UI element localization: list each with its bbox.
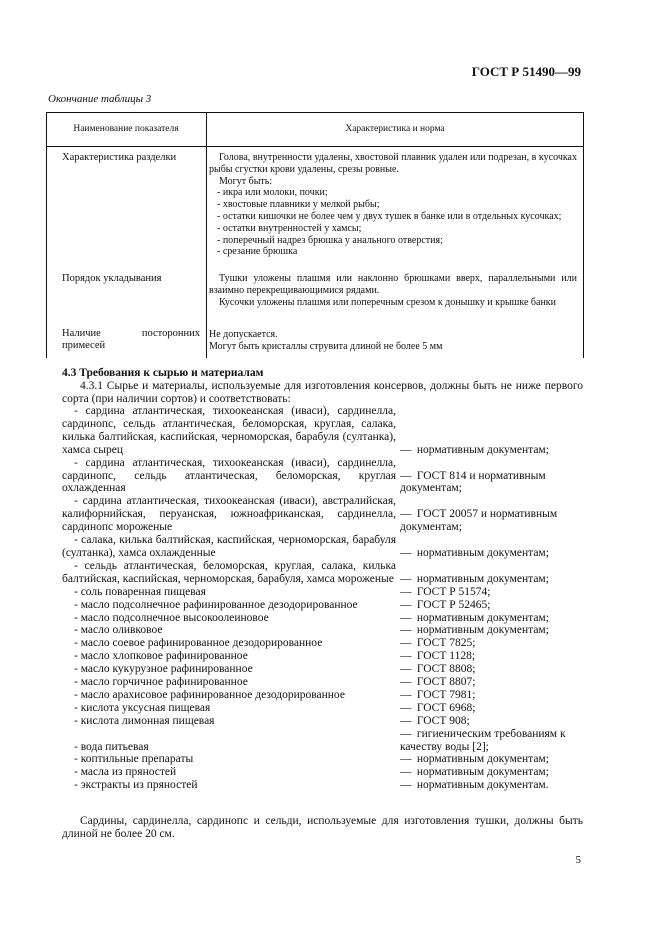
materials-list <box>62 405 584 792</box>
material-name: - сельдь атлантическая, беломорская, круглая, салака, килька балтийская, каспийская, черноморская, барабуля, хамса мороженые <box>62 559 396 585</box>
closing-paragraph: Сардины, сардинелла, сардинопс и сельди, используемые для изготовления тушки, должны быть длиной не более 20 см. <box>62 815 583 841</box>
material-name: - сардина атлантическая, тихоокеанская (иваси), сардинелла, сардинопс, сельдь атлантическая, беломорская, круглая, салака, килька балтийская, каспийская, черноморская, барабуля (султанка), хамса сырец <box>62 405 396 456</box>
list-item <box>62 702 584 715</box>
list-item <box>62 753 584 766</box>
table-row-characteristic: Тушки уложены плашмя или наклонно брюшками вверх, параллельными или взаимно перекрещивающимися рядами. Кусочки уложены плашмя или поперечным срезом к донышку и крышке банки <box>209 273 577 308</box>
material-standard: — нормативным документам; <box>400 753 549 766</box>
list-item <box>62 624 584 637</box>
document-code: ГОСТ Р 51490—99 <box>471 64 581 79</box>
list-item <box>62 663 584 676</box>
section-title: 4.3 Требования к сырью и материалам <box>62 367 264 379</box>
table-row-characteristic: Голова, внутренности удалены, хвостовой плавник удален или подрезан, в кусочках рыбы сгустки крови удалены, срезы ровные. Могут быть: - икра или молоки, почки; - хвостовые плавники у мелкой рыбы; - остатки кишочки не более чем у двух тушек в банке или в отдельных кусочках; - остатки внутренностей у хамсы; - поперечный надрез брюшка у анального отверстия; - срезание брюшка <box>209 152 577 258</box>
table-row-indicator: Наличие посторонних примесей <box>62 328 200 351</box>
list-item <box>62 779 584 792</box>
material-standard: — ГОСТ 908; <box>400 714 470 727</box>
material-standard: — ГОСТ 814 и нормативным документам; <box>400 469 546 495</box>
material-standard: — ГОСТ 7981; <box>400 688 476 701</box>
section-intro: 4.3.1 Сырье и материалы, используемые для изготовления консервов, должны быть не ниже первого сорта (при наличии сортов) и соответствовать: <box>62 380 583 406</box>
material-name: - масло подсолнечное высокоолеиновое <box>74 611 269 624</box>
material-standard: — ГОСТ 20057 и нормативным документам; <box>400 508 558 534</box>
material-name: - масло оливковое <box>74 624 163 637</box>
list-item <box>62 457 584 496</box>
material-standard: — ГОСТ Р 51574; <box>400 585 491 598</box>
material-name: - сардина атлантическая, тихоокеанская (иваси), австралийская, калифорнийская, перуанская, южноафриканская, сардинелла, сардинопс мороженые <box>62 495 396 534</box>
list-item <box>62 650 584 663</box>
material-standard: — гигиеническим требованиям к качеству воды [2]; <box>400 727 566 753</box>
material-standard: — ГОСТ 8808; <box>400 663 476 676</box>
material-name: - масло соевое рафинированное дезодорированное <box>74 637 323 650</box>
table-row-indicator: Характеристика разделки <box>62 152 177 163</box>
list-item <box>62 560 584 586</box>
material-name: - кислота уксусная пищевая <box>74 701 211 714</box>
list-item <box>62 612 584 625</box>
list-item <box>62 676 584 689</box>
table-header-indicator: Наименование показателя <box>73 124 179 134</box>
material-standard: — нормативным документам; <box>400 611 549 624</box>
material-standard: — ГОСТ 1128; <box>400 650 476 663</box>
material-standard: — ГОСТ Р 52465; <box>400 598 491 611</box>
material-standard: — нормативным документам. <box>400 779 549 792</box>
list-item <box>62 405 584 457</box>
material-name: - сардина атлантическая, тихоокеанская (иваси), сардинелла, сардинопс, сельдь атлантическая, беломорская, круглая охлажденная <box>62 456 396 495</box>
material-standard: — ГОСТ 7825; <box>400 637 476 650</box>
material-name: - масло кукурузное рафинированное <box>74 663 253 676</box>
material-name: - соль поваренная пищевая <box>74 585 206 598</box>
material-name: - масло подсолнечное рафинированное дезодорированное <box>74 598 358 611</box>
list-item <box>62 599 584 612</box>
material-standard: — нормативным документам; <box>400 624 549 637</box>
material-name: - масло хлопковое рафинированное <box>74 650 248 663</box>
material-name: - масло горчичное рафинированное <box>74 676 248 689</box>
material-name: - масло арахисовое рафинированное дезодорированное <box>74 688 345 701</box>
table-row-characteristic: Не допускается. Могут быть кристаллы струвита длиной не более 5 мм <box>209 329 443 352</box>
list-item <box>62 715 584 728</box>
page-number: 5 <box>575 854 581 866</box>
table-row-indicator: Порядок укладывания <box>62 273 162 284</box>
material-name: - салака, килька балтийская, каспийская, черноморская, барабуля (султанка), хамса охлажденные <box>62 534 396 559</box>
list-item <box>62 495 584 534</box>
material-name: - масла из пряностей <box>74 766 177 779</box>
material-standard: — нормативным документам; <box>400 572 549 585</box>
table-caption: Окончание таблицы 3 <box>48 93 152 105</box>
material-name: - кислота лимонная пищевая <box>74 714 215 727</box>
list-item <box>62 637 584 650</box>
material-standard: — нормативным документам; <box>400 443 549 456</box>
material-standard: — ГОСТ 6968; <box>400 701 476 714</box>
list-item <box>62 728 584 754</box>
table-header-characteristic: Характеристика и норма <box>345 124 445 134</box>
material-standard: — ГОСТ 8807; <box>400 676 476 689</box>
material-name: - вода питьевая <box>74 740 149 753</box>
material-standard: — нормативным документам; <box>400 766 549 779</box>
material-name: - коптильные препараты <box>74 753 194 766</box>
list-item <box>62 766 584 779</box>
material-standard: — нормативным документам; <box>400 546 549 559</box>
material-name: - экстракты из пряностей <box>74 779 198 792</box>
list-item <box>62 689 584 702</box>
list-item <box>62 586 584 599</box>
list-item <box>62 534 584 560</box>
